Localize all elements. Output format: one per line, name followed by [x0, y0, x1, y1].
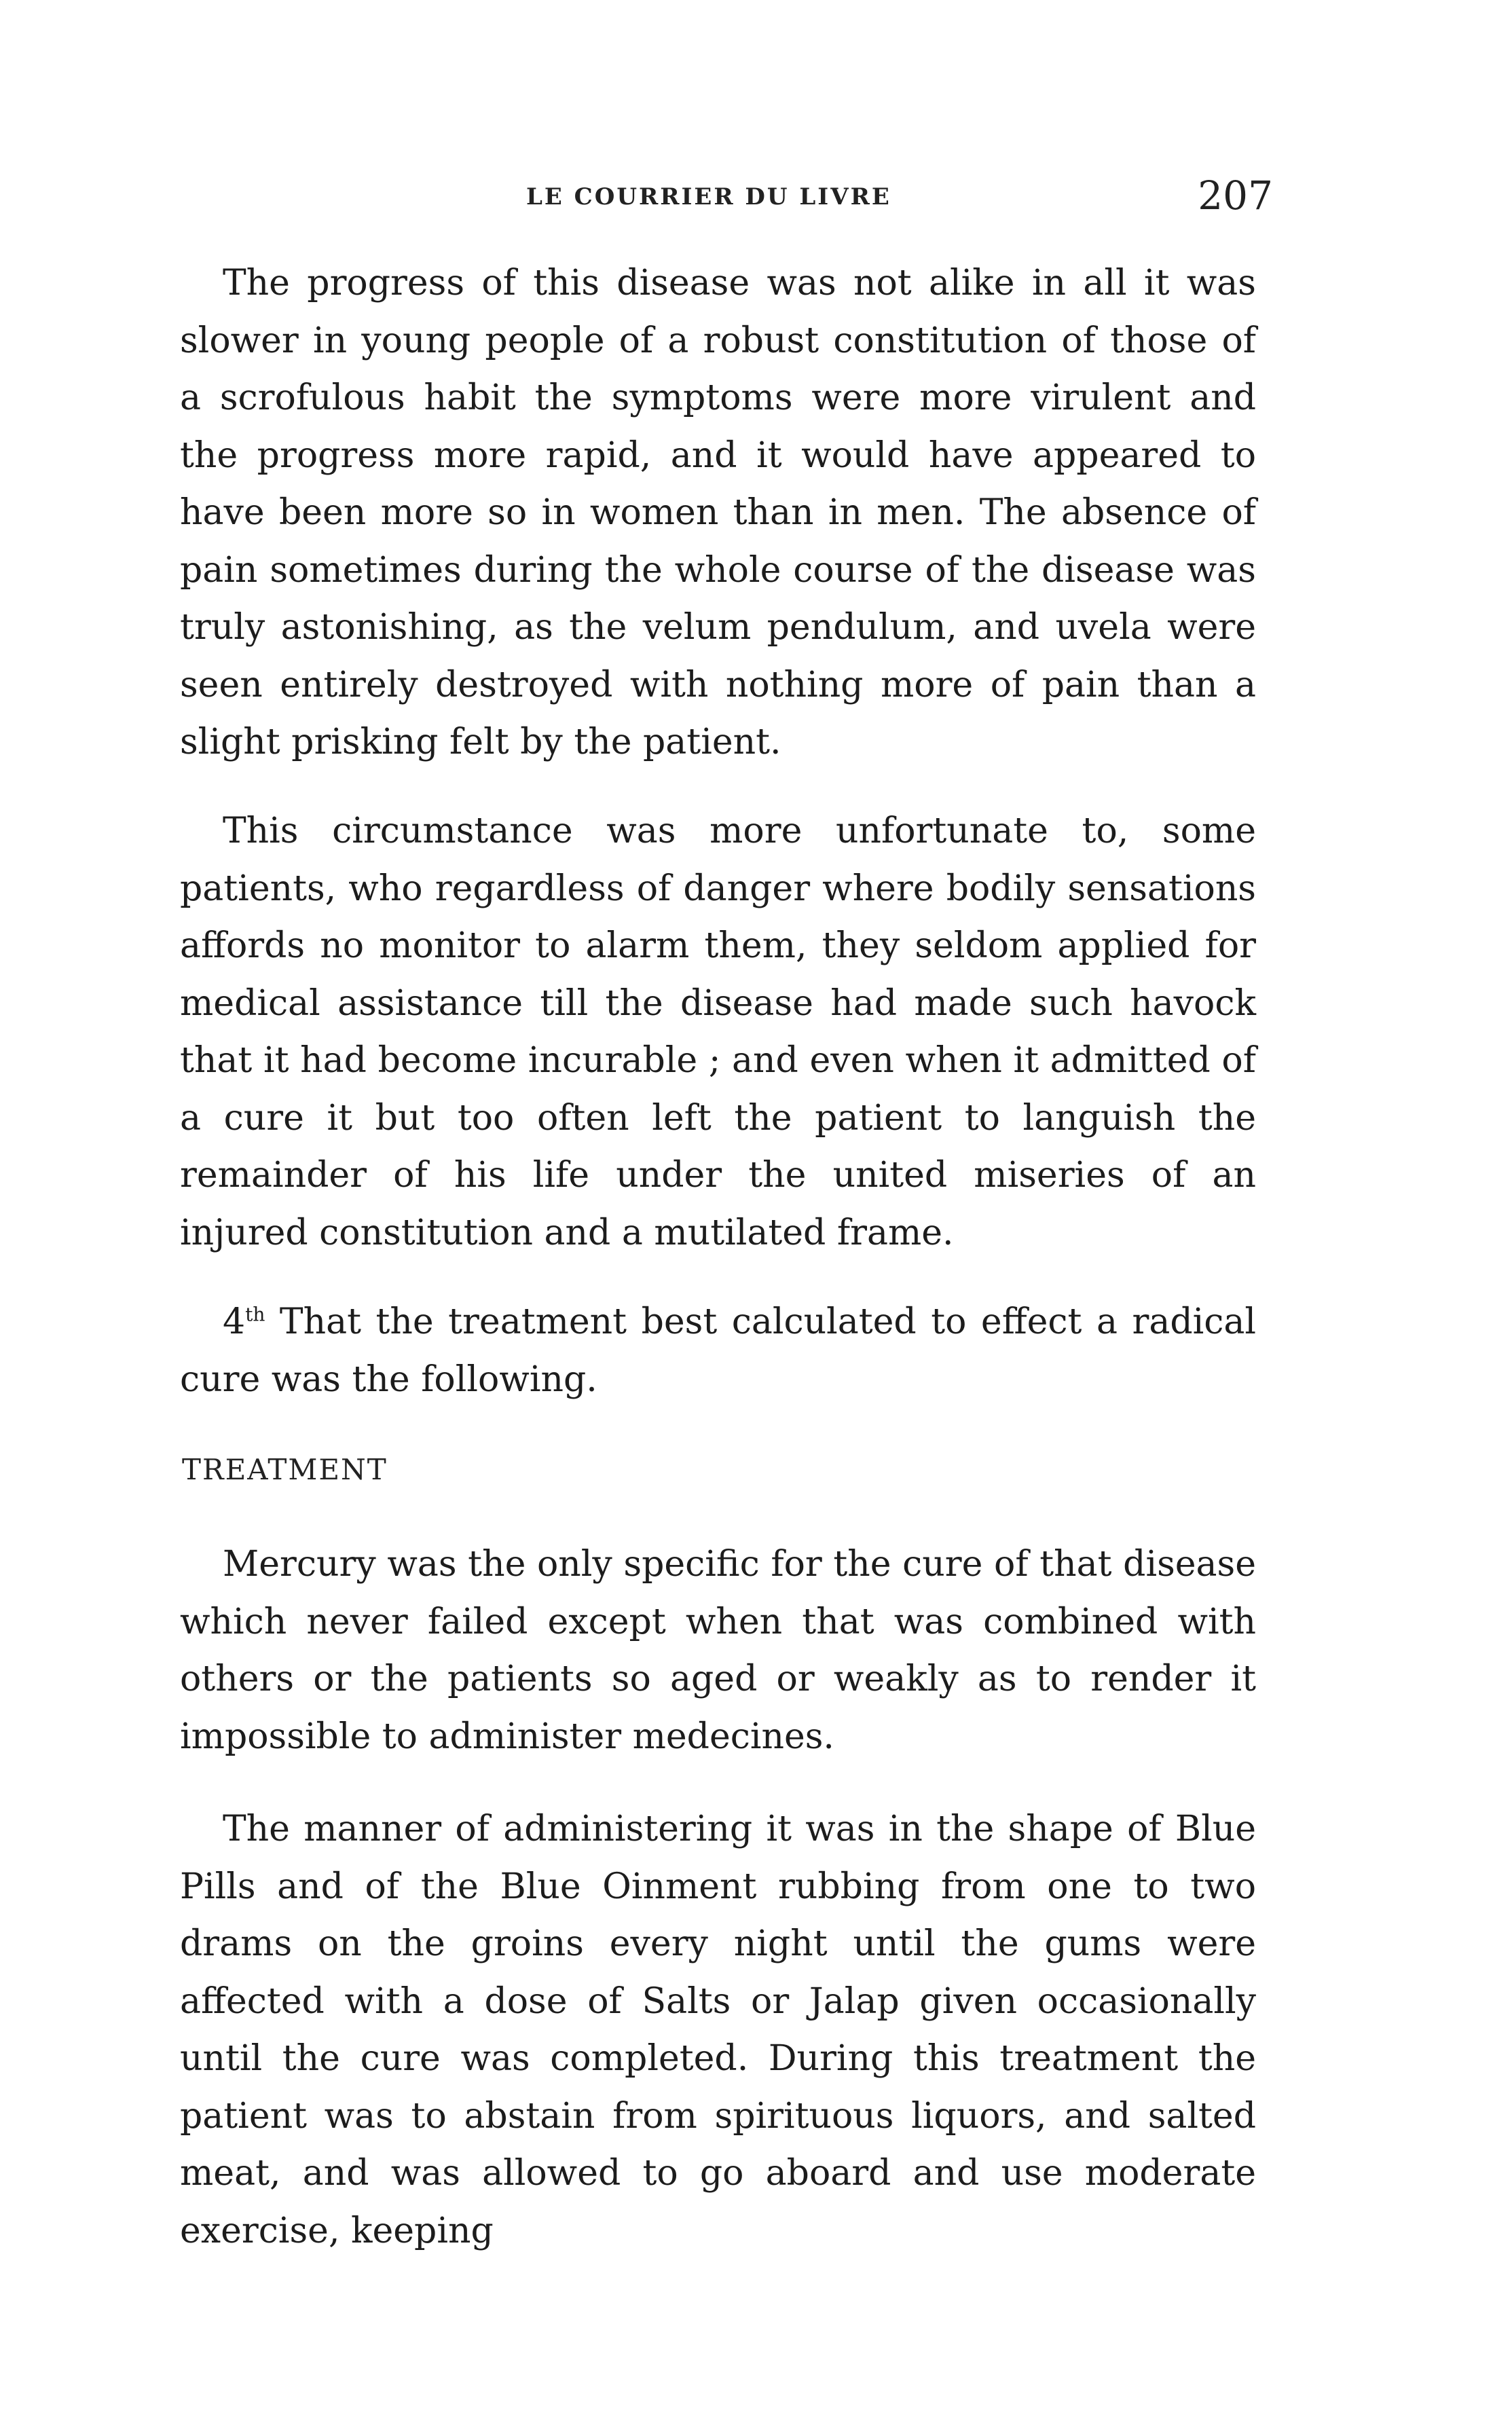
- paragraph-fourth-point: [180, 1293, 1256, 1408]
- page-number: 207: [1198, 172, 1273, 219]
- paragraph-disease-progress: [180, 255, 1256, 771]
- page-header: [180, 172, 1273, 225]
- section-heading-treatment: TREATMENT: [182, 1453, 388, 1486]
- paragraph-text: The progress of this disease was not alike in all it was slower in young people of a robust constitution of those of a scrofulous habit the symptoms were more virulent and the progress more rapid, and it would have appeared to have been more so in women than in men. The absence of pain sometimes during the whole course of the disease was truly astonishing, as the velum pendulum, and uvela were seen entirely destroyed with nothing more of pain than a slight prisking felt by the patient.: [180, 263, 1256, 762]
- paragraph-circumstance: [180, 802, 1256, 1261]
- paragraph-mercury: [180, 1536, 1256, 1765]
- point-text: That the treatment best calculated to effect a radical cure was the following.: [180, 1302, 1256, 1400]
- paragraph-administering: [180, 1801, 1256, 2259]
- paragraph-text: This circumstance was more unfortunate to, some patients, who regardless of danger where bodily sensations affords no monitor to alarm them, they seldom applied for medical assistance till the disease had made such havock that it had become incurable ; and even when it admitted of a cure it but too often left the patient to languish the remainder of his life under the united miseries of an injured constitution and a mutilated frame.: [180, 811, 1256, 1253]
- point-number: 4: [223, 1302, 246, 1342]
- paragraph-text: Mercury was the only specific for the cure of that disease which never failed except when that was combined with others or the patients so aged or weakly as to render it impossible to administer medecines.: [180, 1544, 1256, 1757]
- paragraph-text: The manner of administering it was in the shape of Blue Pills and of the Blue Oinment rubbing from one to two drams on the groins every night until the gums were affected with a dose of Salts or Jalap given occasionally until the cure was completed. During this treatment the patient was to abstain from spirituous liquors, and salted meat, and was allowed to go aboard and use moderate exercise, keeping: [180, 1809, 1256, 2251]
- running-title: LE COURRIER DU LIVRE: [526, 183, 891, 210]
- paragraph-text: [180, 1293, 1256, 1408]
- ordinal-suffix: th: [245, 1303, 265, 1326]
